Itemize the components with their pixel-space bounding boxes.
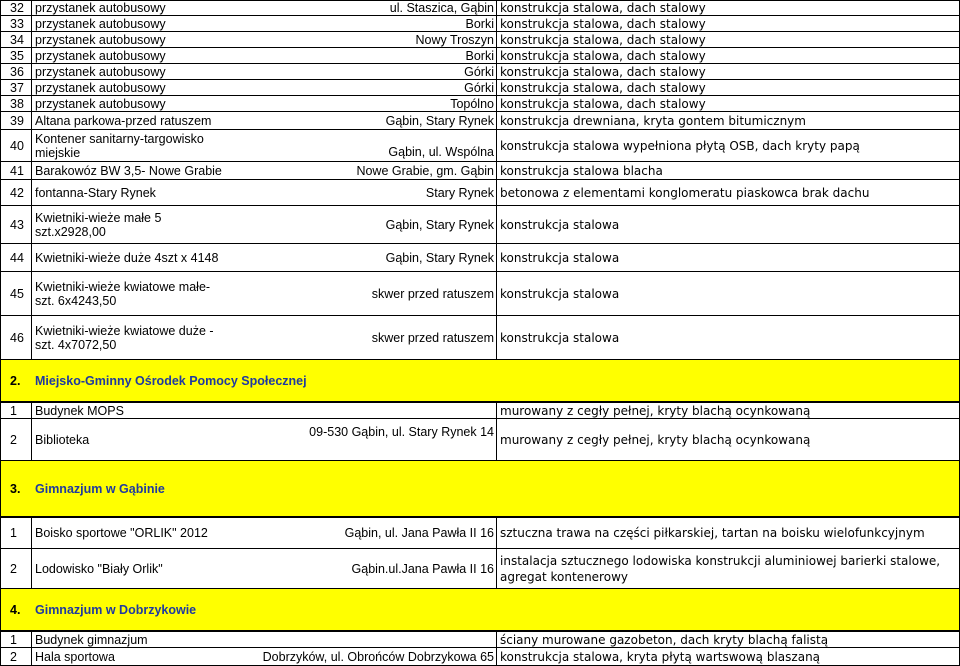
section-title: Miejsko-Gminny Ośrodek Pomocy Społecznej xyxy=(35,373,307,388)
row-location: Górki xyxy=(332,80,497,95)
section-number: 4. xyxy=(0,589,32,630)
row-number: 42 xyxy=(0,180,32,205)
row-number: 44 xyxy=(0,244,32,271)
section-header xyxy=(0,461,960,517)
row-number: 32 xyxy=(0,1,32,15)
row-number: 38 xyxy=(0,96,32,111)
row-description: konstrukcja stalowa, dach stalowy xyxy=(500,1,706,15)
row-description: konstrukcja stalowa xyxy=(500,250,620,265)
row-name: fontanna-Stary Rynek xyxy=(35,185,156,200)
table-row xyxy=(0,206,960,244)
table-row xyxy=(0,244,960,272)
section-header xyxy=(0,360,960,402)
row-number: 1 xyxy=(0,518,32,548)
row-number: 35 xyxy=(0,48,32,63)
row-number: 43 xyxy=(0,206,32,243)
row-name: Budynek MOPS xyxy=(35,403,124,418)
table-row xyxy=(0,648,960,666)
row-description: konstrukcja stalowa xyxy=(500,330,620,345)
row-name: Biblioteka xyxy=(35,432,90,447)
row-description: sztuczna trawa na części piłkarskiej, tartan na boisku wielofunkcyjnym xyxy=(500,526,925,540)
row-name: Kwietniki-wieże małe 5 szt.x2928,00 xyxy=(35,210,162,239)
row-number: 1 xyxy=(0,632,32,647)
table-row xyxy=(0,112,960,130)
row-location: ul. Staszica, Gąbin xyxy=(332,1,497,15)
row-location: Nowe Grabie, gm. Gąbin xyxy=(332,162,497,179)
row-name: przystanek autobusowy xyxy=(35,48,166,63)
row-number: 33 xyxy=(0,16,32,31)
row-location xyxy=(332,403,497,418)
row-description: konstrukcja stalowa, dach stalowy xyxy=(500,64,706,79)
row-description: murowany z cegły pełnej, kryty blachą ocynkowaną xyxy=(500,403,811,418)
row-name: przystanek autobusowy xyxy=(35,1,166,15)
table-row xyxy=(0,517,960,549)
row-number: 45 xyxy=(0,272,32,315)
row-location: Gąbin, Stary Rynek xyxy=(332,112,497,129)
row-number: 37 xyxy=(0,80,32,95)
row-number: 39 xyxy=(0,112,32,129)
row-number: 2 xyxy=(0,419,32,460)
row-name: Budynek gimnazjum xyxy=(35,632,148,647)
row-location: Nowy Troszyn xyxy=(332,32,497,47)
table-row xyxy=(0,549,960,589)
row-name: przystanek autobusowy xyxy=(35,96,166,111)
row-location: Gąbin, ul. Jana Pawła II 16 xyxy=(332,518,497,548)
section-number: 2. xyxy=(0,360,32,401)
table-row xyxy=(0,130,960,162)
row-name: Lodowisko "Biały Orlik" xyxy=(35,561,163,576)
table-row xyxy=(0,64,960,80)
table-row xyxy=(0,631,960,648)
row-location: Górki xyxy=(332,64,497,79)
table-row xyxy=(0,180,960,206)
row-name: Kwietniki-wieże duże 4szt x 4148 xyxy=(35,250,219,265)
section-number: 3. xyxy=(0,461,32,516)
row-location: skwer przed ratuszem xyxy=(332,272,497,315)
section-title: Gimnazjum w Dobrzykowie xyxy=(35,602,197,617)
row-name: Kwietniki-wieże kwiatowe duże - szt. 4x7072,50 xyxy=(35,323,214,352)
row-name: przystanek autobusowy xyxy=(35,80,166,95)
row-description: konstrukcja stalowa xyxy=(500,286,620,301)
row-location: Gąbin.ul.Jana Pawła II 16 xyxy=(332,549,497,588)
table-row xyxy=(0,96,960,112)
row-description: konstrukcja stalowa, dach stalowy xyxy=(500,80,706,95)
row-location: Gąbin, ul. Wspólna xyxy=(332,130,497,161)
row-location: skwer przed ratuszem xyxy=(332,316,497,359)
row-location: Borki xyxy=(332,48,497,63)
row-description: konstrukcja stalowa xyxy=(500,217,620,232)
row-number: 34 xyxy=(0,32,32,47)
row-number: 2 xyxy=(0,549,32,588)
row-number: 41 xyxy=(0,162,32,179)
row-description: konstrukcja stalowa blacha xyxy=(500,163,663,178)
row-location: Stary Rynek xyxy=(332,180,497,205)
row-name: przystanek autobusowy xyxy=(35,64,166,79)
row-description: konstrukcja stalowa, dach stalowy xyxy=(500,16,706,31)
row-name: Altana parkowa-przed ratuszem xyxy=(35,113,212,128)
row-name: Hala sportowa xyxy=(35,649,115,664)
row-location xyxy=(332,632,497,647)
row-description: konstrukcja drewniana, kryta gontem bitumicznym xyxy=(500,113,806,128)
row-name: Boisko sportowe "ORLIK" 2012 xyxy=(35,526,208,540)
table-row xyxy=(0,316,960,360)
table-row xyxy=(0,32,960,48)
table-row xyxy=(0,48,960,64)
table-row xyxy=(0,0,960,16)
row-number: 2 xyxy=(0,648,32,665)
row-description: konstrukcja stalowa, dach stalowy xyxy=(500,48,706,63)
row-name: Kwietniki-wieże kwiatowe małe- szt. 6x4243,50 xyxy=(35,279,211,308)
row-number: 1 xyxy=(0,403,32,418)
row-description: betonowa z elementami konglomeratu piaskowca brak dachu xyxy=(500,185,870,200)
row-description: konstrukcja stalowa, kryta płytą wartswową blaszaną xyxy=(500,649,821,664)
row-location: 09-530 Gąbin, ul. Stary Rynek 14 xyxy=(332,419,497,460)
row-description: instalacja sztucznego lodowiska konstrukcji aluminiowej barierki stalowe, agregat kontenerowy xyxy=(500,553,941,584)
table-row xyxy=(0,272,960,316)
row-name: Kontener sanitarny-targowisko miejskie xyxy=(35,131,204,160)
table-row xyxy=(0,80,960,96)
row-location: Gąbin, Stary Rynek xyxy=(332,244,497,271)
row-description: ściany murowane gazobeton, dach kryty blachą falistą xyxy=(500,632,829,647)
section-header xyxy=(0,589,960,631)
row-name: Barakowóz BW 3,5- Nowe Grabie xyxy=(35,163,222,178)
row-name: przystanek autobusowy xyxy=(35,16,166,31)
row-number: 46 xyxy=(0,316,32,359)
section-title: Gimnazjum w Gąbinie xyxy=(35,481,165,496)
row-number: 40 xyxy=(0,130,32,161)
row-number: 36 xyxy=(0,64,32,79)
row-location: Gąbin, Stary Rynek xyxy=(332,206,497,243)
row-name: przystanek autobusowy xyxy=(35,32,166,47)
row-description: murowany z cegły pełnej, kryty blachą ocynkowaną xyxy=(500,432,811,447)
table-row xyxy=(0,419,960,461)
row-description: konstrukcja stalowa, dach stalowy xyxy=(500,32,706,47)
table-row xyxy=(0,162,960,180)
table-row xyxy=(0,16,960,32)
row-description: konstrukcja stalowa, dach stalowy xyxy=(500,96,706,111)
row-location: Borki xyxy=(332,16,497,31)
row-description: konstrukcja stalowa wypełniona płytą OSB, dach kryty papą xyxy=(500,138,860,153)
table-row xyxy=(0,402,960,419)
row-location: Topólno xyxy=(332,96,497,111)
row-location: Dobrzyków, ul. Obrońców Dobrzykowa 65 xyxy=(230,648,497,665)
